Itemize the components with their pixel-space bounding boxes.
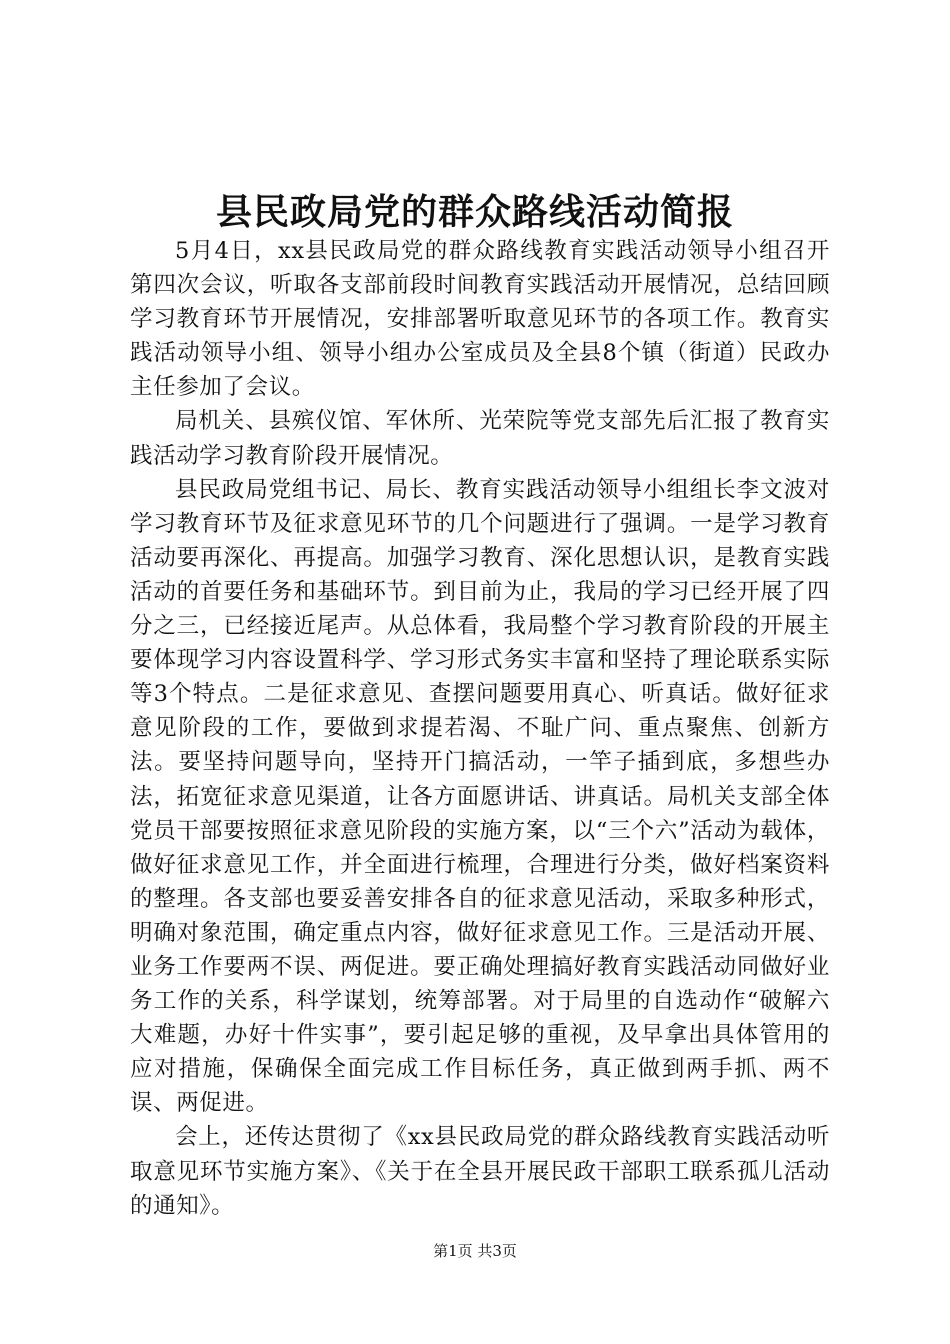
document-title: 县民政局党的群众路线活动简报 [215, 191, 734, 233]
page-footer: 第1页 共3页 [433, 1242, 517, 1260]
paragraph-branch-reports: 局机关、县殡仪馆、军休所、光荣院等党支部先后汇报了教育实践活动学习教育阶段开展情况。 [130, 408, 830, 469]
paragraph-documents-relayed: 会上，还传达贯彻了《xx县民政局党的群众路线教育实践活动听取意见环节实施方案》、《关于在全县开展民政干部职工联系孤儿活动的通知》。 [130, 1124, 830, 1219]
document-body [130, 234, 830, 1223]
paragraph-leader-remarks: 县民政局党组书记、局长、教育实践活动领导小组组长李文波对学习教育环节及征求意见环节的几个问题进行了强调。一是学习教育活动要再深化、再提高。加强学习教育、深化思想认识，是教育实践活动的首要任务和基础环节。到目前为止，我局的学习已经开展了四分之三，已经接近尾声。从总体看，我局整个学习教育阶段的开展主要体现学习内容设置科学、学习形式务实丰富和坚持了理论联系实际等3个特点。二是征求意见、查摆问题要用真心、听真话。做好征求意见阶段的工作，要做到求提若渴、不耻广问、重点聚焦、创新方法。要坚持问题导向，坚持开门搞活动，一竿子插到底，多想些办法，拓宽征求意见渠道，让各方面愿讲话、讲真话。局机关支部全体党员干部要按照征求意见阶段的实施方案，以“三个六”活动为载体，做好征求意见工作，并全面进行梳理，合理进行分类，做好档案资料的整理。各支部也要妥善安排各自的征求意见活动，采取多种形式，明确对象范围，确定重点内容，做好征求意见工作。三是活动开展、业务工作要两不误、两促进。要正确处理搞好教育实践活动同做好业务工作的关系，科学谋划，统筹部署。对于局里的自选动作“破解六大难题，办好十件实事”，要引起足够的重视，及早拿出具体管用的应对措施，保确保全面完成工作目标任务，真正做到两手抓、两不误、两促进。 [130, 476, 830, 1117]
paragraph-meeting-intro: 5月4日，xx县民政局党的群众路线教育实践活动领导小组召开第四次会议，听取各支部前段时间教育实践活动开展情况，总结回顾学习教育环节开展情况，安排部署听取意见环节的各项工作。教育实践活动领导小组、领导小组办公室成员及全县8个镇（街道）民政办主任参加了会议。 [130, 238, 830, 401]
